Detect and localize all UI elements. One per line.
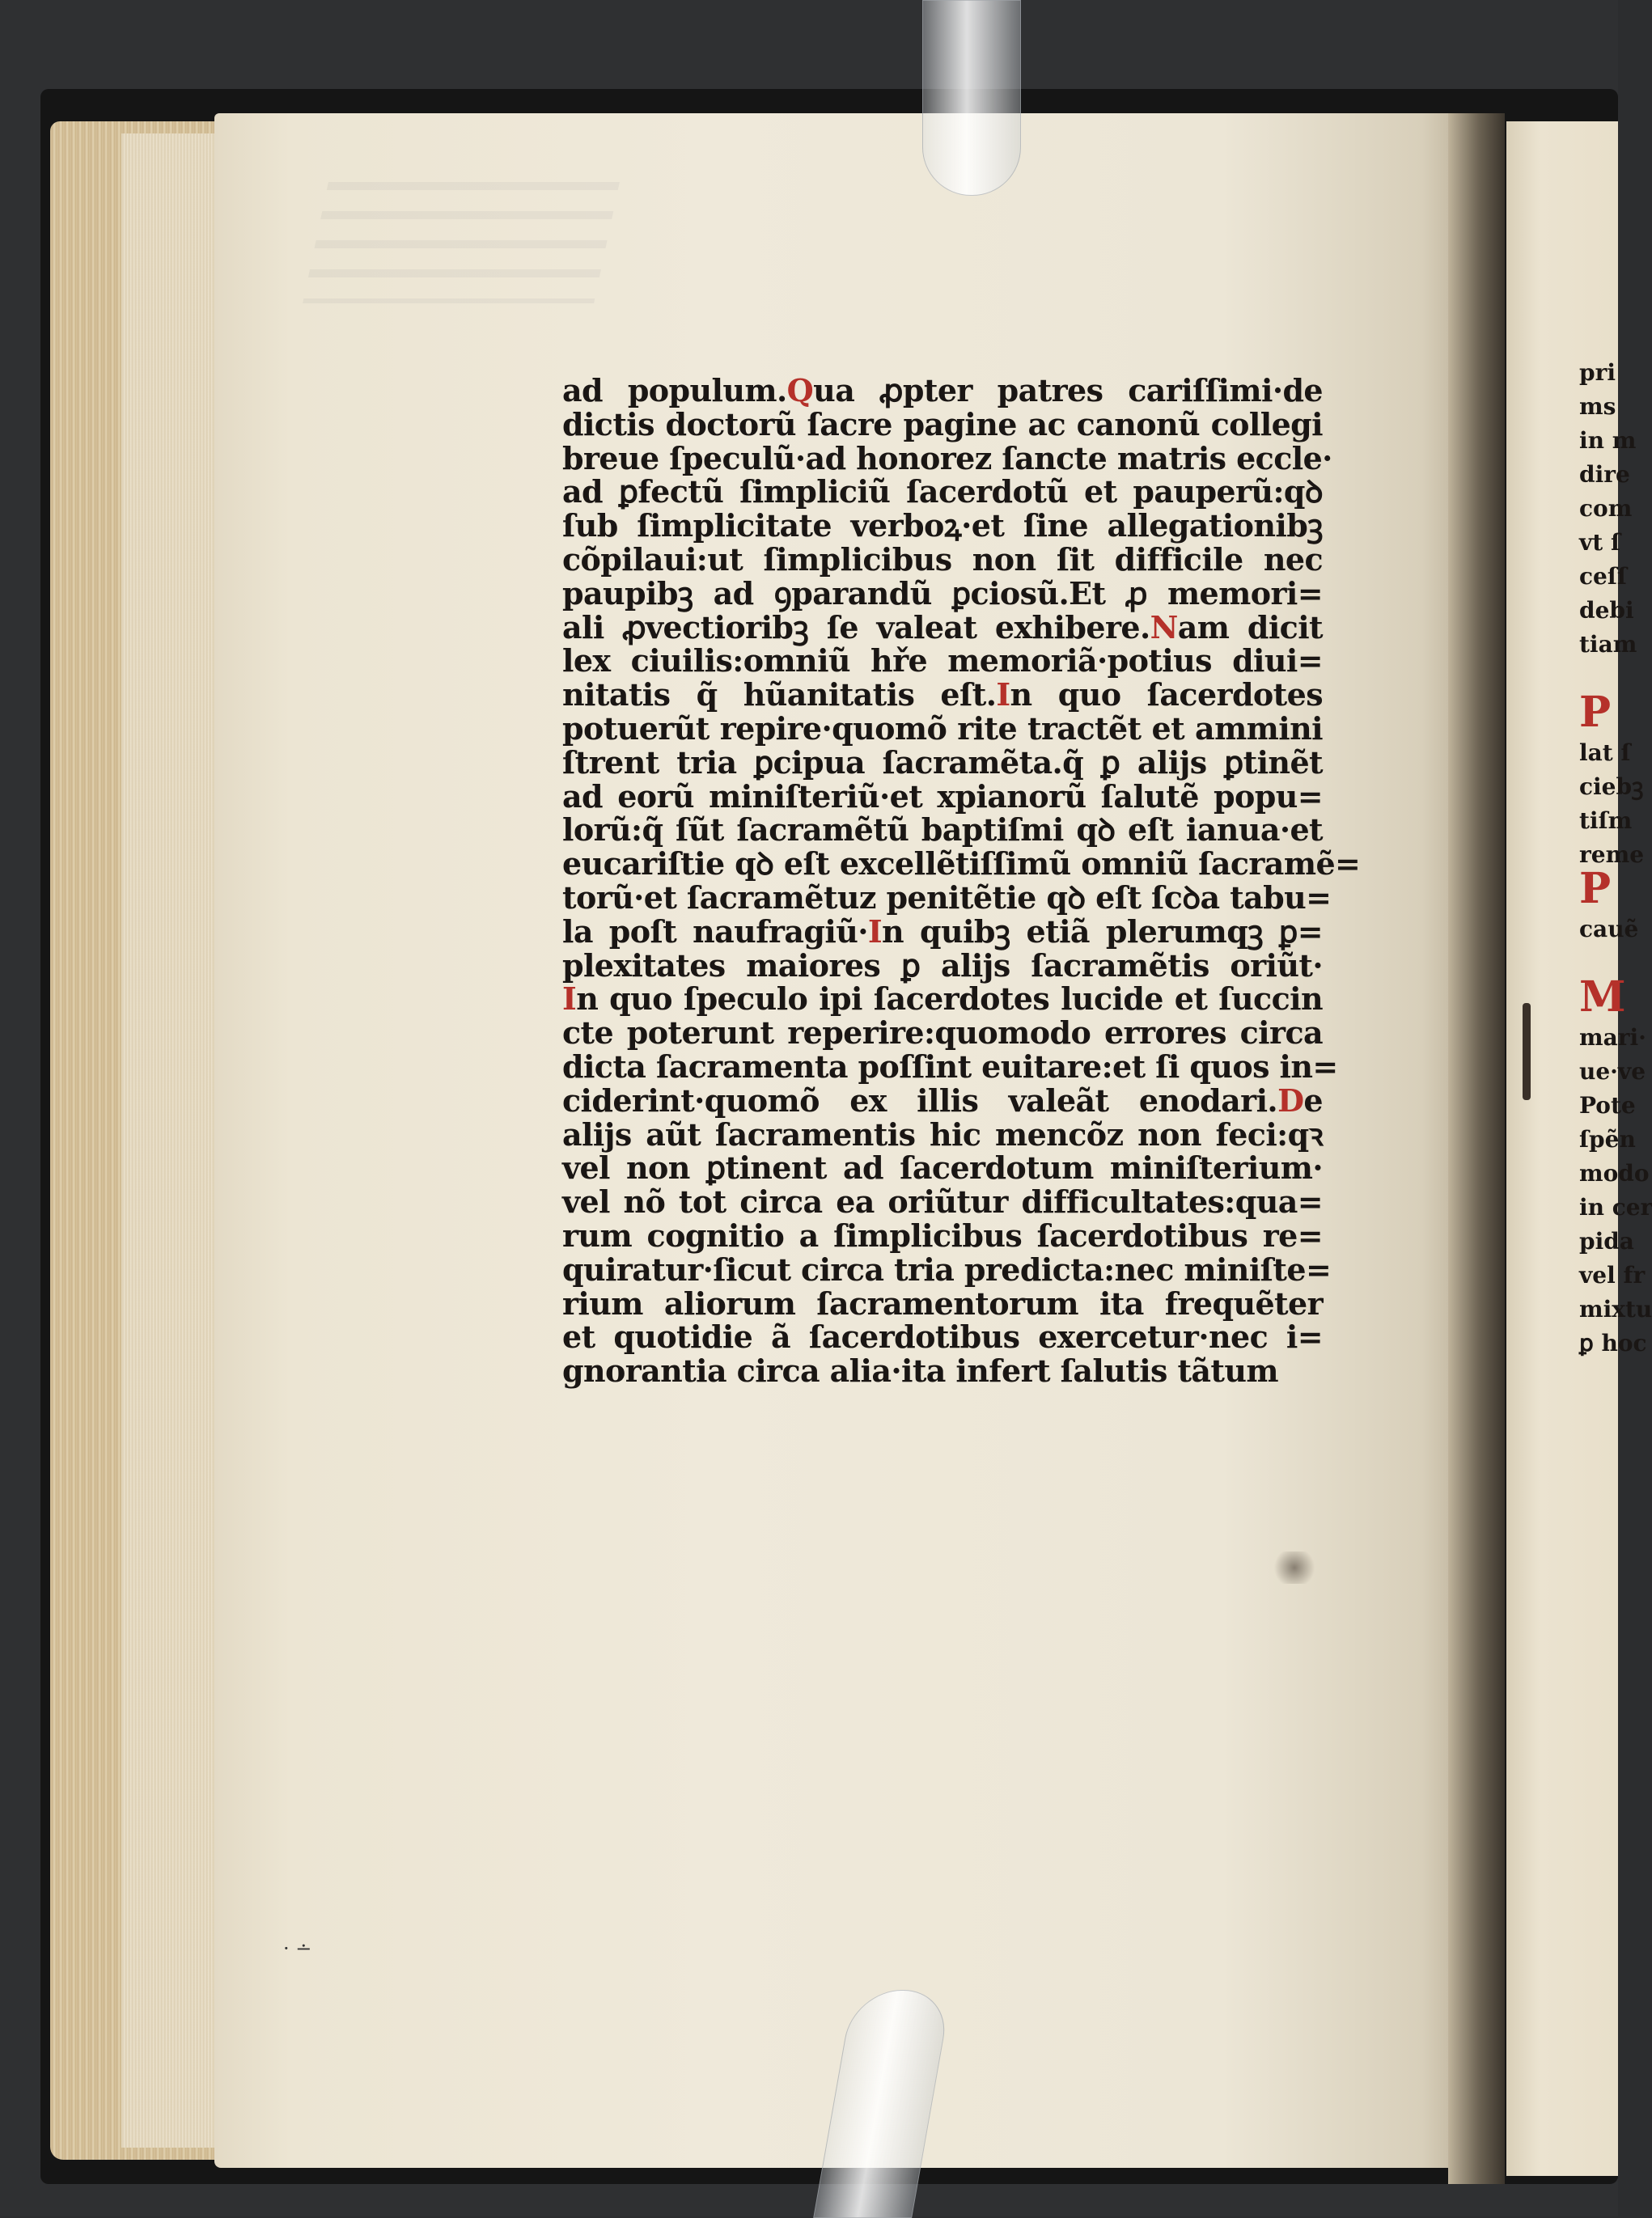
text-line: ad eorũ miniſteriũ·et xpianorũ ſalutẽ popu= [562,777,1323,815]
text-line: ſtrent tria ꝑcipua ſacramẽta.q̃ ꝑ alijs ꝑtinẽt [562,743,1323,781]
facing-line: ꝑ hoc [1579,1330,1647,1357]
text-line: dictis doctorũ ſacre pagine ac canonũ collegi [562,405,1323,442]
facing-line: pri [1579,359,1616,386]
page-tab-mark [1523,1003,1531,1100]
text-line: rum cognitio a ſimplicibus ſacerdotibus re= [562,1217,1323,1254]
page-clip-top [922,0,1021,196]
facing-page-text [1579,356,1652,1361]
facing-line: vel fr [1579,1262,1646,1289]
text-line: ciderint·quomõ ex illis valeãt enodari.De [562,1081,1323,1119]
text-line: paupibꝫ ad ꝯparandũ ꝑciosũ.Et ꝓ memori= [562,574,1323,612]
facing-line: modo [1579,1160,1650,1187]
facing-line: ceſſ [1579,563,1627,590]
text-line: la poſt naufragiũ·In quibꝫ etiã plerumqꝫ ꝑ= [562,912,1324,950]
facing-line [1579,972,1652,1022]
facing-line: tiſm [1579,807,1633,834]
text-line: eucariſtie qꝺ eſt excellẽtiſſimũ omniũ ſacramẽ= [562,845,1361,883]
text-line: gnorantia circa alia·ita infert ſalutis tãtum [562,1352,1279,1390]
text-line: nitatis q̃ hũanitatis eſt.In quo ſacerdotes [562,676,1324,713]
facing-line: Pote [1579,1092,1636,1119]
facing-line: cauẽ [1579,916,1639,942]
facing-line: mixtu [1579,1296,1652,1323]
facing-line: pida [1579,1228,1634,1255]
rubric-initial: P [1579,688,1612,737]
facing-line: ms [1579,393,1616,420]
text-line: ad ꝑfectũ ſimpliciũ ſacerdotũ et pauperũ:qꝺ [562,473,1323,510]
text-line: et quotidie ã ſacerdotibus exercetur·nec i= [562,1319,1323,1356]
facing-line [1579,688,1652,737]
rubric-initial: D [1277,1081,1304,1119]
text-line: In quo ſpeculo ipi ſacerdotes lucide et ſuccin [562,980,1323,1018]
text-line: quiratur·ſicut circa tria predicta:nec miniſte= [562,1251,1332,1288]
text-line: ſub ſimplicitate verboꝝ·et ſine allegationibꝫ [562,507,1323,544]
pencil-mark: · ∸ [283,1937,312,1960]
text-line: dicta ſacramenta poſſint euitare:et ſi quos in= [562,1048,1338,1085]
text-line: potuerũt repire·quomõ rite tractẽt et ammini [562,709,1323,747]
main-text-block [562,372,1361,1390]
text-line: ali ꝓvectioribꝫ ſe valeat exhibere.Nam dicit [562,608,1323,646]
rubric-initial: P [1579,864,1612,913]
facing-line: com [1579,495,1633,522]
facing-line: lat ſ [1579,739,1631,766]
facing-line: debi [1579,597,1634,624]
book-page-stack [121,133,227,2148]
facing-line: mari· [1579,1024,1646,1051]
text-line: vel non ꝑtinent ad ſacerdotum miniſterium· [562,1149,1323,1187]
rubric-initial: N [1150,608,1178,646]
rubric-initial: I [996,676,1010,713]
text-line: lorũ:q̃ ſũt ſacramẽtũ baptiſmi qꝺ eſt ianua·et [562,811,1323,849]
offset-ink-ghost [303,182,620,303]
text-line: lex ciuilis:omniũ hře memoriã·potius diui= [562,642,1323,679]
facing-line [1579,864,1652,913]
text-line: plexitates maiores ꝑ alijs ſacramẽtis oriũt· [562,946,1323,984]
facing-line: vt ſ [1579,529,1620,556]
text-line: torũ·et ſacramẽtuz penitẽtie qꝺ eſt ſcꝺa tabu= [562,878,1332,916]
facing-line: in m [1579,427,1637,454]
text-line: alijs aũt ſacramentis hic mencõz non feci:qꝛ [562,1115,1323,1153]
text-line: cõpilaui:ut ſimplicibus non ſit difficile nec [562,540,1323,578]
facing-line: in cer [1579,1194,1652,1221]
facing-line: ſpẽn [1579,1126,1636,1153]
text-line: breue ſpeculũ·ad honorez ſancte matris eccle· [562,439,1332,476]
rubric-initial: I [562,980,577,1018]
rubric-initial: M [1579,972,1626,1022]
ink-stain [1270,1551,1319,1584]
rubric-initial: I [867,912,883,950]
facing-line: dire [1579,461,1630,488]
text-line: rium aliorum ſacramentorum ita frequẽter [562,1285,1323,1322]
facing-line: tiam [1579,631,1637,658]
book-gutter [1448,113,1505,2184]
facing-line: reme [1579,841,1645,868]
facing-line: ciebꝫ [1579,773,1644,800]
text-line: cte poterunt reperire:quomodo errores circa [562,1014,1323,1052]
text-line: ad populum.Qua ꝓpter patres cariſſimi·de [562,372,1323,408]
facing-line: ue·ve [1579,1058,1646,1085]
rubric-initial: Q [786,372,814,408]
text-line: vel nõ tot circa ea oriũtur difficultates:qua= [562,1183,1323,1221]
